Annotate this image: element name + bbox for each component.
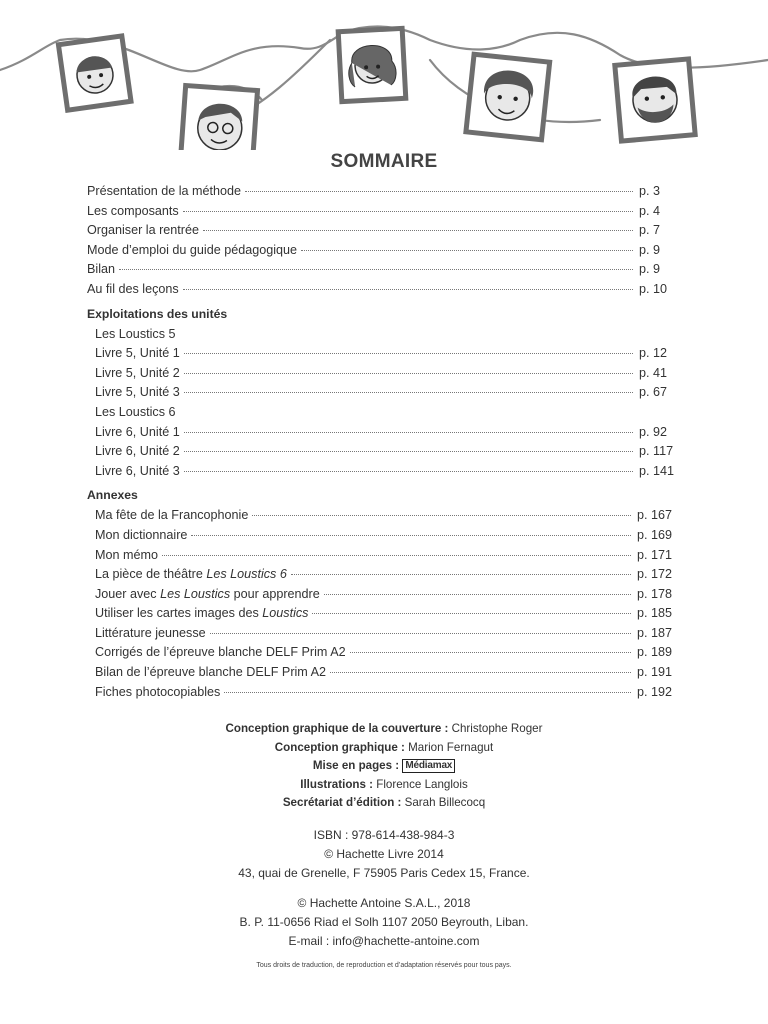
toc-label: Ma fête de la Francophonie: [95, 508, 249, 523]
copyright-line: © Hachette Livre 2014: [324, 847, 444, 861]
dot-leader: [184, 471, 633, 472]
toc-page: p. 167: [637, 508, 673, 523]
dot-leader: [119, 269, 633, 270]
toc-row[interactable]: [87, 565, 677, 585]
address-line: B. P. 11-0656 Riad el Solh 1107 2050 Beyrouth, Liban.: [239, 915, 529, 929]
toc-label-text: Jouer avec: [95, 586, 161, 601]
dot-leader: [252, 515, 631, 516]
toc-row[interactable]: [87, 604, 677, 624]
portrait-frame-4: [466, 54, 550, 140]
dot-leader: [184, 432, 633, 433]
toc-label-text: pour apprendre: [230, 586, 320, 601]
toc-row[interactable]: [87, 585, 677, 605]
portrait-frame-3: [338, 28, 406, 101]
toc-page: p. 9: [639, 262, 661, 277]
toc-row[interactable]: [87, 202, 677, 222]
toc-label: Mode d’emploi du guide pédagogique: [87, 242, 298, 257]
toc-page: p. 172: [637, 567, 673, 582]
publisher-block-hachette-livre: [0, 826, 768, 883]
toc-page: p. 4: [639, 203, 661, 218]
toc-row[interactable]: [87, 526, 677, 546]
toc-label: [95, 585, 320, 605]
portrait-frame-5: [615, 59, 695, 141]
toc-label: Présentation de la méthode: [87, 184, 242, 198]
portrait-frame-1: [58, 36, 131, 110]
credit-line: [0, 739, 768, 758]
toc-row[interactable]: [87, 280, 677, 300]
toc-label: Livre 5, Unité 2: [95, 365, 180, 380]
toc-row[interactable]: [87, 643, 677, 663]
toc-page: p. 141: [639, 463, 675, 478]
toc-row[interactable]: [87, 344, 677, 364]
dot-leader: [184, 392, 633, 393]
toc-label-italic: Les Loustics 6: [206, 567, 287, 582]
section-heading-annexes: Annexes: [87, 488, 138, 503]
toc-page: p. 191: [637, 665, 673, 680]
toc-row[interactable]: [87, 624, 677, 644]
credit-label: Illustrations :: [300, 777, 374, 791]
section-heading-exploitations: Exploitations des unités: [87, 306, 228, 321]
toc-row[interactable]: [87, 546, 677, 566]
dot-leader: [291, 574, 631, 575]
toc-label: Livre 6, Unité 3: [95, 463, 180, 478]
dot-leader: [245, 191, 633, 192]
credit-line: [0, 794, 768, 813]
toc-label: Littérature jeunesse: [95, 625, 206, 640]
toc-label: Mon mémo: [95, 547, 158, 562]
subsection-heading-loustics-6: Les Loustics 6: [95, 404, 176, 419]
credit-value: Sarah Billecocq: [401, 796, 486, 809]
address-line: 43, quai de Grenelle, F 75905 Paris Cedex 15, France.: [238, 866, 530, 880]
toc-row[interactable]: [87, 383, 677, 403]
toc-page: p. 178: [637, 586, 673, 601]
toc-label: Au fil des leçons: [87, 281, 179, 296]
credit-label: Conception graphique de la couverture :: [225, 722, 449, 735]
toc-label: Fiches photocopiables: [95, 684, 221, 699]
dot-leader: [203, 230, 633, 231]
email-link[interactable]: E-mail : info@hachette-antoine.com: [288, 934, 480, 948]
toc-label: Les composants: [87, 203, 179, 218]
toc-row[interactable]: [87, 423, 677, 443]
publisher-block-hachette-antoine: [0, 894, 768, 951]
credit-value: Marion Fernagut: [404, 740, 494, 754]
dot-leader: [210, 633, 631, 634]
page-title: SOMMAIRE: [330, 151, 438, 172]
toc-page: p. 171: [637, 547, 673, 562]
credit-label: Mise en pages :: [312, 759, 400, 772]
credit-line: [0, 776, 768, 795]
toc-label: Livre 6, Unité 2: [95, 444, 180, 459]
toc-page: p. 189: [637, 645, 673, 660]
toc-page: p. 117: [639, 444, 674, 459]
toc-label: Livre 5, Unité 1: [95, 346, 180, 361]
credit-label: Secrétariat d’édition :: [282, 796, 402, 809]
toc-page: p. 92: [639, 424, 668, 439]
toc-label: Mon dictionnaire: [95, 527, 188, 542]
dot-leader: [183, 211, 633, 212]
credit-line: [0, 757, 768, 776]
toc-row[interactable]: [87, 260, 677, 280]
toc-page: p. 169: [637, 527, 673, 542]
header-illustration: [0, 0, 768, 150]
toc-label: Bilan: [87, 262, 116, 277]
toc-label: Livre 6, Unité 1: [95, 424, 180, 439]
credit-line: [0, 720, 768, 739]
toc-row[interactable]: [87, 241, 677, 261]
toc-page: p. 12: [639, 346, 668, 361]
toc-row[interactable]: [87, 683, 677, 703]
dot-leader: [312, 613, 631, 614]
toc-page: p. 192: [637, 684, 673, 699]
toc-page: p. 187: [637, 625, 673, 640]
toc-row[interactable]: [87, 364, 677, 384]
toc-row[interactable]: [87, 182, 677, 202]
toc-label: [95, 604, 308, 624]
credit-label: Conception graphique :: [274, 740, 405, 754]
toc-page: p. 7: [639, 223, 661, 238]
dot-leader: [183, 289, 633, 290]
dot-leader: [324, 594, 631, 595]
toc-label-italic: Les Loustics: [160, 586, 231, 601]
dot-leader: [301, 250, 633, 251]
mediamax-logo: Médiamax: [402, 759, 455, 773]
toc-label-text: La pièce de théâtre: [95, 567, 207, 582]
toc-page: p. 185: [637, 606, 673, 621]
copyright-line: © Hachette Antoine S.A.L., 2018: [297, 896, 471, 910]
toc-label: Organiser la rentrée: [87, 223, 199, 238]
portrait-frame-2: [181, 86, 258, 150]
rights-notice: Tous droits de traduction, de reproduction et d’adaptation réservés pour tous pays.: [256, 962, 512, 969]
toc-row[interactable]: [87, 442, 677, 462]
credits-block: [0, 720, 768, 813]
credit-value: Christophe Roger: [448, 722, 543, 735]
toc-row[interactable]: [87, 506, 677, 526]
dot-leader: [184, 373, 633, 374]
toc-page: p. 41: [639, 365, 668, 380]
dot-leader: [350, 652, 631, 653]
toc-page: p. 9: [639, 242, 661, 257]
toc-row[interactable]: [87, 462, 677, 482]
table-of-contents: [87, 182, 677, 702]
toc-label: Livre 5, Unité 3: [95, 385, 180, 400]
credit-value: Florence Langlois: [373, 777, 468, 791]
toc-label-text: Utiliser les cartes images des: [95, 606, 263, 621]
toc-label: [95, 565, 287, 585]
isbn: ISBN : 978-614-438-984-3: [313, 828, 455, 842]
dot-leader: [162, 555, 631, 556]
dot-leader: [184, 451, 633, 452]
toc-page: p. 67: [639, 385, 668, 400]
toc-label: Corrigés de l’épreuve blanche DELF Prim A2: [95, 645, 346, 660]
dot-leader: [191, 535, 631, 536]
toc-page: p. 10: [639, 281, 668, 296]
toc-row[interactable]: [87, 663, 677, 683]
toc-row[interactable]: [87, 221, 677, 241]
toc-label: Bilan de l’épreuve blanche DELF Prim A2: [95, 665, 327, 680]
dot-leader: [184, 353, 633, 354]
dot-leader: [330, 672, 631, 673]
toc-label-italic: Loustics: [262, 606, 309, 621]
subsection-heading-loustics-5: Les Loustics 5: [95, 326, 176, 341]
dot-leader: [224, 692, 631, 693]
toc-page: p. 3: [639, 184, 661, 198]
